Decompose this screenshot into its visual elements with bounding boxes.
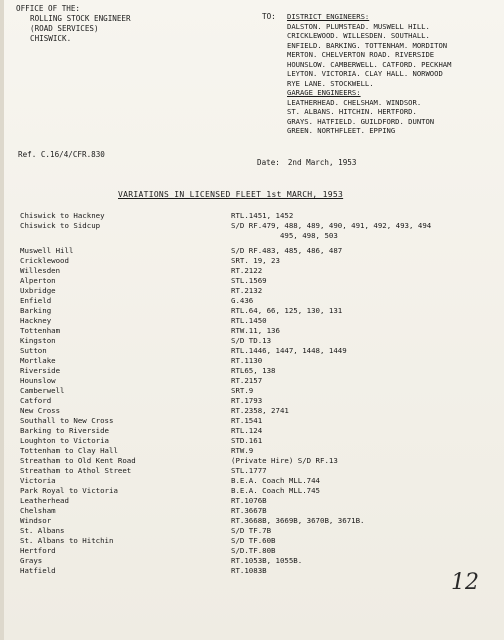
- fleet-row: [20, 356, 500, 366]
- route-label: Leatherhead: [20, 496, 69, 505]
- vehicle-numbers: STL.1569: [231, 276, 267, 285]
- recipient-line: LEATHERHEAD. CHELSHAM. WINDSOR.: [287, 97, 422, 107]
- recipient-line: HOUNSLOW. CAMBERWELL. CATFORD. PECKHAM: [287, 59, 452, 69]
- fleet-row: [20, 456, 500, 466]
- route-label: Hounslow: [20, 376, 56, 385]
- vehicle-numbers: RT.2358, 2741: [231, 406, 289, 415]
- to-label: TO:: [262, 12, 276, 21]
- recipient-line: DISTRICT ENGINEERS:: [287, 12, 370, 21]
- vehicle-numbers: RT.3668B, 3669B, 3670B, 3671B.: [231, 516, 365, 525]
- fleet-row: [20, 476, 500, 486]
- vehicle-numbers: S/D.TF.80B: [231, 546, 276, 555]
- route-label: Chelsham: [20, 506, 56, 515]
- vehicle-numbers: RTL.124: [231, 426, 263, 435]
- recipient-line: MERTON. CHELVERTON ROAD. RIVERSIDE: [287, 50, 435, 59]
- fleet-row: [20, 326, 500, 336]
- route-label: Cricklewood: [20, 256, 69, 265]
- date-label: Date:: [257, 158, 280, 167]
- fleet-row: [20, 486, 500, 496]
- vehicle-numbers: S/D TD.13: [231, 336, 272, 345]
- route-label: Park Royal to Victoria: [20, 486, 118, 495]
- recipient-line: GARAGE ENGINEERS:: [287, 88, 361, 97]
- vehicle-numbers: STL.1777: [231, 466, 267, 475]
- route-label: Enfield: [20, 296, 52, 305]
- fleet-row: [20, 466, 500, 476]
- fleet-row: [20, 516, 500, 526]
- route-label: Tottenham to Clay Hall: [20, 446, 118, 455]
- vehicle-numbers: B.E.A. Coach MLL.744: [231, 476, 320, 485]
- vehicle-numbers: SRT.9: [231, 386, 254, 395]
- fleet-row: [20, 336, 500, 346]
- fleet-row: [20, 276, 500, 286]
- recipient-line: DALSTON. PLUMSTEAD. MUSWELL HILL.: [287, 21, 430, 31]
- route-label: Sutton: [20, 346, 47, 355]
- vehicle-numbers: RT.1541: [231, 416, 263, 425]
- vehicle-numbers: RT.1793: [231, 396, 263, 405]
- vehicle-numbers: S/D RF.479, 488, 489, 490, 491, 492, 493, 494: [231, 221, 432, 230]
- fleet-row: [20, 406, 500, 416]
- route-label: Hatfield: [20, 566, 56, 575]
- office-line: OFFICE OF THE:: [16, 4, 81, 13]
- fleet-row: [20, 346, 500, 356]
- vehicle-numbers: B.E.A. Coach MLL.745: [231, 486, 320, 495]
- recipient-line: LEYTON. VICTORIA. CLAY HALL. NORWOOD: [287, 69, 443, 78]
- fleet-row: [20, 496, 500, 506]
- vehicle-numbers: (Private Hire) S/D RF.13: [231, 456, 338, 465]
- vehicle-numbers: S/D TF.60B: [231, 536, 276, 545]
- recipient-line: RYE LANE. STOCKWELL.: [287, 78, 374, 88]
- fleet-row: [20, 211, 500, 221]
- fleet-row: [20, 506, 500, 516]
- fleet-row: [20, 256, 500, 266]
- vehicle-numbers: S/D RF.483, 485, 486, 487: [231, 246, 343, 255]
- page-edge-shadow: [0, 0, 4, 640]
- fleet-row: [20, 376, 500, 386]
- fleet-row: [20, 386, 500, 396]
- vehicle-numbers: RTL.1446, 1447, 1448, 1449: [231, 346, 347, 355]
- vehicle-numbers: S/D TF.7B: [231, 526, 272, 535]
- route-label: Chiswick to Sidcup: [20, 221, 101, 230]
- document-title: VARIATIONS IN LICENSED FLEET 1st MARCH, 1953: [118, 190, 344, 199]
- vehicle-numbers: RT.1076B: [231, 496, 267, 505]
- fleet-row: [20, 296, 500, 306]
- office-block: [16, 4, 131, 44]
- fleet-row: [20, 286, 500, 296]
- route-label: Victoria: [20, 476, 56, 485]
- date-line: [257, 158, 364, 167]
- office-line: CHISWICK.: [30, 34, 72, 43]
- route-label: Streatham to Old Kent Road: [20, 456, 136, 465]
- route-label: Barking: [20, 306, 52, 315]
- vehicle-numbers: RTL.1450: [231, 316, 267, 325]
- fleet-row: [20, 526, 500, 536]
- route-label: St. Albans: [20, 526, 65, 535]
- route-label: Grays: [20, 556, 43, 565]
- fleet-row: [20, 266, 500, 276]
- vehicle-numbers: RT.1130: [231, 356, 263, 365]
- fleet-row: [20, 426, 500, 436]
- office-line: ROLLING STOCK ENGINEER: [30, 14, 131, 23]
- route-label: Muswell Hill: [20, 246, 74, 255]
- vehicle-numbers: G.436: [231, 296, 254, 305]
- fleet-row: [20, 566, 500, 576]
- vehicle-numbers: RT.2122: [231, 266, 263, 275]
- recipient-line: ST. ALBANS. HITCHIN. HERTFORD.: [287, 107, 417, 116]
- route-label: Riverside: [20, 366, 61, 375]
- fleet-row: [20, 416, 500, 426]
- route-label: Kingston: [20, 336, 56, 345]
- fleet-row: [20, 436, 500, 446]
- fleet-row: [20, 446, 500, 456]
- fleet-row: [20, 221, 500, 231]
- vehicle-numbers: 495, 498, 503: [231, 231, 338, 240]
- fleet-row: [20, 306, 500, 316]
- route-label: Chiswick to Hackney: [20, 211, 105, 220]
- fleet-row: [20, 366, 500, 376]
- recipient-line: GREEN. NORTHFLEET. EPPING: [287, 126, 396, 135]
- route-label: Tottenham: [20, 326, 61, 335]
- fleet-variations-list: [20, 211, 500, 576]
- route-label: New Cross: [20, 406, 61, 415]
- route-label: Loughton to Victoria: [20, 436, 109, 445]
- route-label: Uxbridge: [20, 286, 56, 295]
- fleet-row: [20, 396, 500, 406]
- route-label: Willesden: [20, 266, 61, 275]
- vehicle-numbers: RTL.1451, 1452: [231, 211, 294, 220]
- route-label: Mortlake: [20, 356, 56, 365]
- route-label: Hertford: [20, 546, 56, 555]
- vehicle-numbers: SRT. 19, 23: [231, 256, 280, 265]
- vehicle-numbers: RTL65, 138: [231, 366, 276, 375]
- recipient-line: ENFIELD. BARKING. TOTTENHAM. MORDITON: [287, 40, 448, 50]
- fleet-row: [20, 556, 500, 566]
- route-label: Alperton: [20, 276, 56, 285]
- vehicle-numbers: RT.3667B: [231, 506, 267, 515]
- recipients-block: [287, 12, 502, 136]
- vehicle-numbers: RT.2132: [231, 286, 263, 295]
- route-label: Catford: [20, 396, 52, 405]
- fleet-row: [20, 316, 500, 326]
- vehicle-numbers: RTW.11, 136: [231, 326, 280, 335]
- vehicle-numbers: RT.1083B: [231, 566, 267, 575]
- handwritten-note: 12: [451, 570, 479, 595]
- vehicle-numbers: RTW.9: [231, 446, 254, 455]
- route-label: Southall to New Cross: [20, 416, 114, 425]
- vehicle-numbers: RT.2157: [231, 376, 263, 385]
- vehicle-numbers: RT.1053B, 1055B.: [231, 556, 303, 565]
- date-value: 2nd March, 1953: [287, 158, 357, 167]
- fleet-row: [20, 546, 500, 556]
- fleet-row: [20, 246, 500, 256]
- route-label: Windsor: [20, 516, 52, 525]
- route-label: Barking to Riverside: [20, 426, 109, 435]
- vehicle-numbers: RTL.64, 66, 125, 130, 131: [231, 306, 343, 315]
- recipient-line: CRICKLEWOOD. WILLESDEN. SOUTHALL.: [287, 31, 430, 40]
- route-label: Hackney: [20, 316, 52, 325]
- office-line: (ROAD SERVICES): [30, 24, 99, 33]
- fleet-row: [20, 536, 500, 546]
- recipient-line: GRAYS. HATFIELD. GUILDFORD. DUNTON: [287, 116, 435, 126]
- route-label: Camberwell: [20, 386, 65, 395]
- route-label: St. Albans to Hitchin: [20, 536, 114, 545]
- fleet-row: [20, 231, 500, 241]
- route-label: Streatham to Athol Street: [20, 466, 132, 475]
- reference-number: Ref. C.16/4/CFR.830: [18, 150, 105, 159]
- vehicle-numbers: STD.161: [231, 436, 263, 445]
